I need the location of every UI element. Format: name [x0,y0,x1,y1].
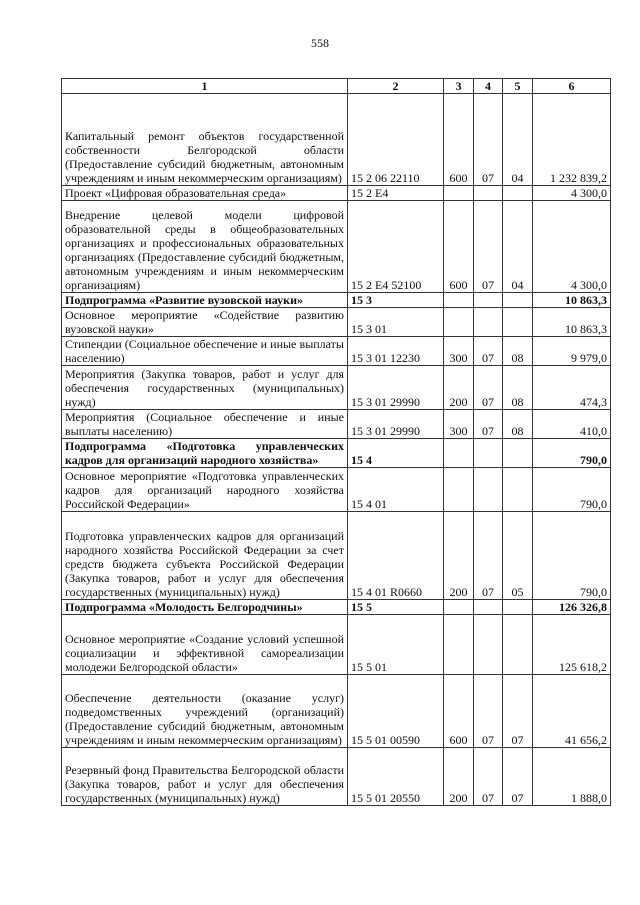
row-code-cell: 15 3 01 29990 [348,410,444,439]
row-subsection-cell [503,308,533,337]
row-subsection-cell: 08 [503,410,533,439]
table-row [62,512,611,600]
row-section-cell [474,308,503,337]
table-row [62,366,611,410]
table-row [62,94,611,186]
row-sum-cell: 790,0 [533,439,611,468]
row-expense-type-cell: 200 [444,748,474,806]
row-subsection-cell: 08 [503,337,533,366]
row-code-cell: 15 5 01 [348,615,444,675]
column-header: 2 [348,79,444,94]
row-section-cell: 07 [474,675,503,748]
row-sum-cell: 4 300,0 [533,186,611,201]
row-section-cell [474,293,503,308]
row-expense-type-cell [444,600,474,615]
row-expense-type-cell: 200 [444,512,474,600]
row-subsection-cell: 04 [503,201,533,293]
table-body [62,94,611,806]
row-section-cell: 07 [474,201,503,293]
row-code-cell: 15 3 01 29990 [348,366,444,410]
row-subsection-cell [503,468,533,512]
row-sum-cell: 41 656,2 [533,675,611,748]
row-expense-type-cell: 600 [444,201,474,293]
row-section-cell: 07 [474,410,503,439]
row-subsection-cell [503,186,533,201]
table-row [62,600,611,615]
row-code-cell: 15 2 Е4 [348,186,444,201]
row-expense-type-cell: 300 [444,410,474,439]
row-code-cell: 15 3 [348,293,444,308]
table-row [62,308,611,337]
table-row [62,468,611,512]
row-sum-cell: 1 232 839,2 [533,94,611,186]
row-name-cell: Мероприятия (Социальное обеспечение и иные выплаты населению) [62,410,348,439]
row-sum-cell: 1 888,0 [533,748,611,806]
row-sum-cell: 126 326,8 [533,600,611,615]
row-sum-cell: 10 863,3 [533,308,611,337]
row-sum-cell: 125 618,2 [533,615,611,675]
column-header: 6 [533,79,611,94]
table-row [62,748,611,806]
row-section-cell [474,615,503,675]
row-sum-cell: 790,0 [533,512,611,600]
row-name-cell: Основное мероприятие «Создание условий успешной социализации и эффективной самореализации молодежи Белгородской области» [62,615,348,675]
row-subsection-cell: 07 [503,748,533,806]
budget-table [61,78,611,806]
table-row [62,201,611,293]
row-code-cell: 15 4 01 [348,468,444,512]
table-row [62,410,611,439]
row-section-cell: 07 [474,94,503,186]
row-expense-type-cell: 300 [444,337,474,366]
row-code-cell: 15 5 01 00590 [348,675,444,748]
row-name-cell: Основное мероприятие «Подготовка управленческих кадров для организаций народного хозяйства Российской Федерации» [62,468,348,512]
column-header: 4 [474,79,503,94]
row-name-cell: Мероприятия (Закупка товаров, работ и услуг для обеспечения государственных (муниципальных) нужд) [62,366,348,410]
row-name-cell: Обеспечение деятельности (оказание услуг) подведомственных учреждений (организаций) (Предоставление субсидий бюджетным, автономным учреждениям и иным некоммерческим организациям) [62,675,348,748]
row-expense-type-cell [444,308,474,337]
row-sum-cell: 790,0 [533,468,611,512]
row-section-cell [474,600,503,615]
row-expense-type-cell: 200 [444,366,474,410]
row-section-cell [474,468,503,512]
row-sum-cell: 9 979,0 [533,337,611,366]
row-section-cell: 07 [474,337,503,366]
row-section-cell [474,186,503,201]
row-code-cell: 15 3 01 [348,308,444,337]
table-row [62,337,611,366]
row-expense-type-cell: 600 [444,94,474,186]
row-expense-type-cell [444,186,474,201]
row-subsection-cell [503,600,533,615]
row-code-cell: 15 3 01 12230 [348,337,444,366]
row-name-cell: Подпрограмма «Развитие вузовской науки» [62,293,348,308]
row-section-cell: 07 [474,748,503,806]
row-sum-cell: 474,3 [533,366,611,410]
row-name-cell: Резервный фонд Правительства Белгородской области (Закупка товаров, работ и услуг для обеспечения государственных (муниципальных) нужд) [62,748,348,806]
row-name-cell: Проект «Цифровая образовательная среда» [62,186,348,201]
column-header: 3 [444,79,474,94]
row-subsection-cell: 04 [503,94,533,186]
row-code-cell: 15 2 Е4 52100 [348,201,444,293]
table-row [62,293,611,308]
row-sum-cell: 410,0 [533,410,611,439]
table-row [62,675,611,748]
row-name-cell: Подпрограмма «Молодость Белгородчины» [62,600,348,615]
table-row [62,615,611,675]
row-section-cell: 07 [474,366,503,410]
row-expense-type-cell [444,439,474,468]
row-name-cell: Подпрограмма «Подготовка управленческих кадров для организаций народного хозяйства» [62,439,348,468]
row-code-cell: 15 2 06 22110 [348,94,444,186]
row-sum-cell: 4 300,0 [533,201,611,293]
row-section-cell [474,439,503,468]
row-name-cell: Стипендии (Социальное обеспечение и иные выплаты населению) [62,337,348,366]
row-section-cell: 07 [474,512,503,600]
table-header-row [62,79,611,94]
table-row [62,186,611,201]
page-number: 558 [311,36,329,50]
row-expense-type-cell [444,615,474,675]
row-name-cell: Основное мероприятие «Содействие развитию вузовской науки» [62,308,348,337]
row-expense-type-cell [444,293,474,308]
row-name-cell: Внедрение целевой модели цифровой образовательной среды в общеобразовательных организациях и профессиональных образовательных организациях (Предоставление субсидий бюджетным, автономным учреждениям и иным некоммерческим организациям) [62,201,348,293]
row-sum-cell: 10 863,3 [533,293,611,308]
row-subsection-cell [503,293,533,308]
row-subsection-cell [503,439,533,468]
row-subsection-cell: 05 [503,512,533,600]
row-name-cell: Капитальный ремонт объектов государственной собственности Белгородской области (Предоставление субсидий бюджетным, автономным учреждениям и иным некоммерческим организациям) [62,94,348,186]
row-expense-type-cell: 600 [444,675,474,748]
row-subsection-cell [503,615,533,675]
column-header: 1 [62,79,348,94]
column-header: 5 [503,79,533,94]
row-code-cell: 15 4 [348,439,444,468]
row-code-cell: 15 4 01 R0660 [348,512,444,600]
row-expense-type-cell [444,468,474,512]
row-subsection-cell: 07 [503,675,533,748]
row-code-cell: 15 5 01 20550 [348,748,444,806]
row-code-cell: 15 5 [348,600,444,615]
table-row [62,439,611,468]
row-name-cell: Подготовка управленческих кадров для организаций народного хозяйства Российской Федерации за счет средств бюджета субъекта Российской Федерации (Закупка товаров, работ и услуг для обеспечения государственных (муниципальных) нужд) [62,512,348,600]
row-subsection-cell: 08 [503,366,533,410]
